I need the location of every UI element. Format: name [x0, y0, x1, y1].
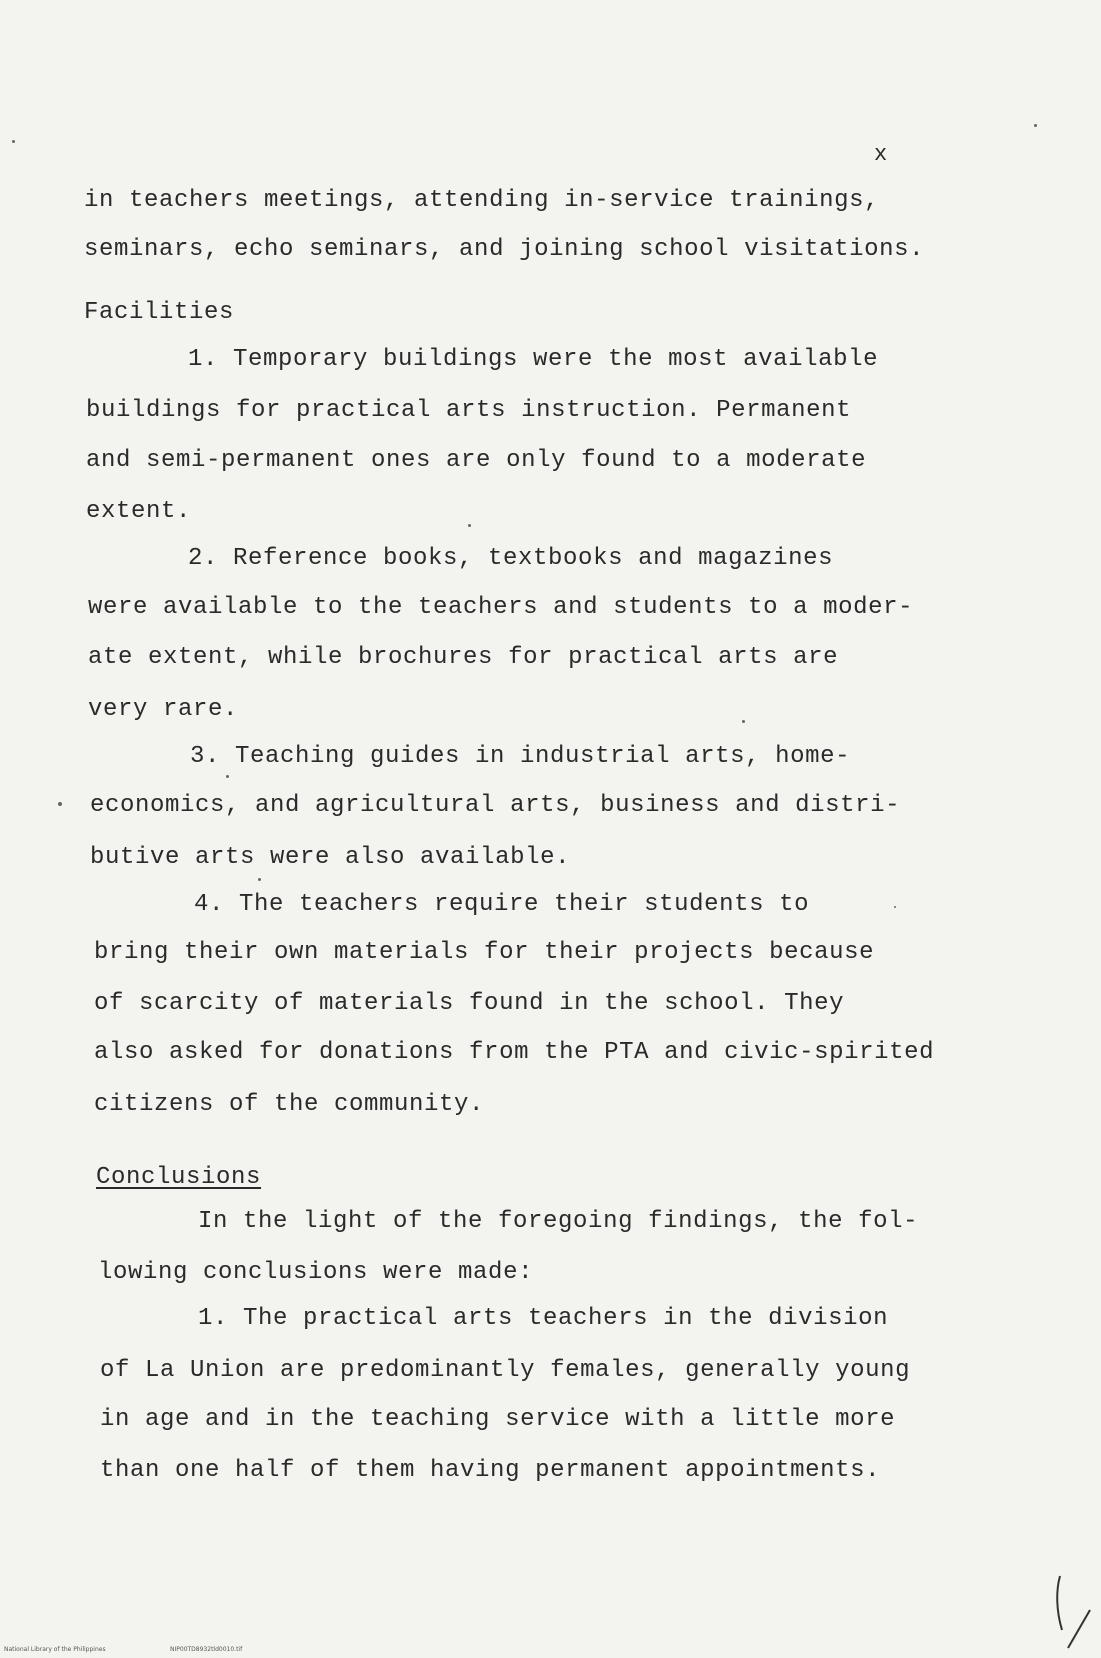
text-line: 4. The teachers require their students to [194, 891, 810, 918]
text-line: extent. [86, 498, 192, 525]
text-line: ate extent, while brochures for practical arts are [88, 644, 839, 671]
text-line: seminars, echo seminars, and joining school visitations. [84, 236, 925, 263]
text-line: in age and in the teaching service with a little more [100, 1406, 896, 1433]
footer-file-id: NIP00TD8932tld0010.tif [170, 1646, 243, 1653]
page-number: x [874, 142, 888, 167]
text-line: buildings for practical arts instruction. Permanent [86, 397, 852, 424]
text-line: also asked for donations from the PTA and civic-spirited [94, 1039, 935, 1066]
text-line: in teachers meetings, attending in-service trainings, [84, 187, 880, 214]
scan-speck [468, 524, 471, 527]
footer-library-credit: National Library of the Philippines [4, 1646, 106, 1653]
text-line: were available to the teachers and students to a moder- [88, 594, 914, 621]
text-line: citizens of the community. [94, 1091, 485, 1118]
text-line: economics, and agricultural arts, business and distri- [90, 792, 901, 819]
text-line: 3. Teaching guides in industrial arts, home- [190, 743, 851, 770]
scan-speck [58, 802, 62, 806]
text-line: very rare. [88, 696, 239, 723]
section-heading-facilities: Facilities [84, 299, 235, 326]
text-line: than one half of them having permanent appointments. [100, 1457, 881, 1484]
text-line: butive arts were also available. [90, 844, 571, 871]
scan-speck [226, 775, 229, 778]
scan-speck [12, 140, 15, 143]
text-line: bring their own materials for their projects because [94, 939, 875, 966]
scan-speck [894, 906, 896, 908]
section-heading-conclusions: Conclusions [96, 1164, 262, 1191]
scan-speck [742, 720, 745, 723]
text-line: 1. Temporary buildings were the most available [188, 346, 879, 373]
scan-speck [1034, 124, 1037, 127]
text-line: of scarcity of materials found in the school. They [94, 990, 845, 1017]
text-line: lowing conclusions were made: [98, 1259, 534, 1286]
scan-speck [258, 878, 261, 881]
text-line: 2. Reference books, textbooks and magazines [188, 545, 834, 572]
text-line: and semi-permanent ones are only found to a moderate [86, 447, 867, 474]
corner-mark-icon [1050, 1570, 1094, 1650]
text-line: of La Union are predominantly females, generally young [100, 1357, 911, 1384]
text-line: 1. The practical arts teachers in the division [198, 1305, 889, 1332]
text-line: In the light of the foregoing findings, the fol- [198, 1208, 919, 1235]
